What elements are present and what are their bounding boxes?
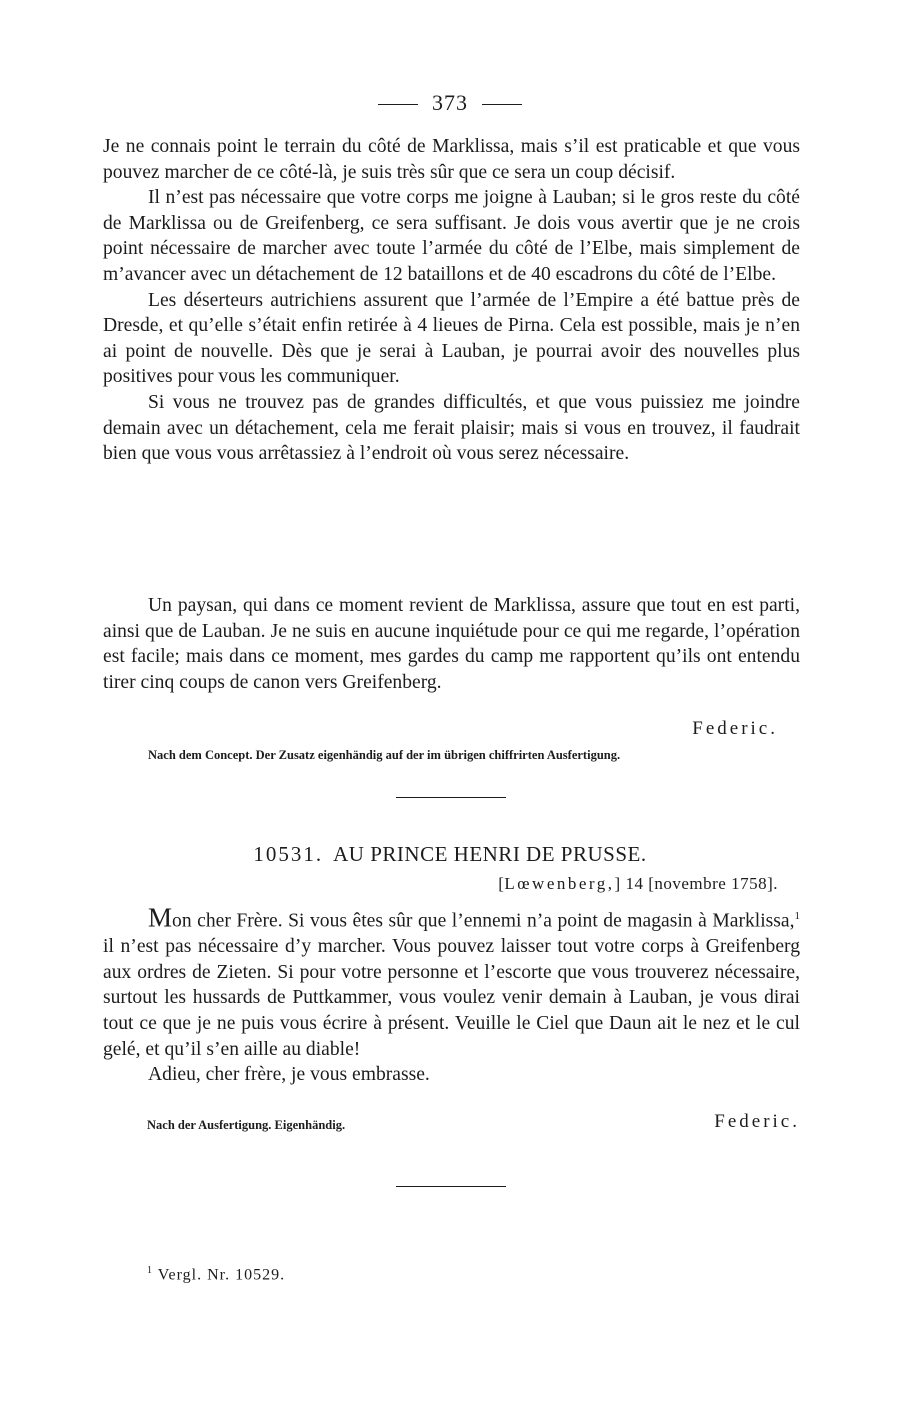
footnote-marker: 1 [147,1265,153,1276]
postscript-paragraph: Un paysan, qui dans ce moment revient de Marklissa, assure que tout en est parti, ainsi que de Lauban. Je ne suis en aucune inquiétude pour ce qui me regarde, l’opération est facile; mais dans ce moment, mes gardes du camp me rapportent qu’ils ont entendu tirer cinq coups de canon vers Greifenberg. [103,595,800,693]
footnote-reference: 1 [794,910,800,922]
footnote [147,1265,285,1284]
salutation-initial: M [148,902,173,933]
letter-closing: Adieu, cher frère, je vous embrasse. [148,1064,430,1086]
footnote-divider [396,1186,506,1187]
letter-number: 10531. [253,842,324,866]
page-number: 373 [432,90,468,115]
header-dash-right [482,104,522,105]
letter-title: AU PRINCE HENRI DE PRUSSE. [333,842,647,866]
continuation-paragraph-3: Les déserteurs autrichiens assurent que l’armée de l’Empire a été battue près de Dresde, et qu’elle s’était enfin retirée à 4 lieues de Pirna. Cela est possible, mais je n’en ai point de nouvelle. Dès que je serai à Lauban, je pourrai avoir des nouvelles plus positives pour vous les communiquer. [103,289,800,388]
postscript-block [103,593,800,695]
letter-place: Lœwenberg, [504,874,615,893]
letter-body [103,904,800,1088]
letter-date: ] 14 [novembre 1758]. [614,874,778,893]
letter-source-note: Nach der Ausfertigung. Eigenhändig. [147,1118,346,1132]
section-divider [396,797,506,798]
continuation-signature-block [103,718,800,740]
letter-paragraph-1 [103,904,800,1062]
header-dash-left [378,104,418,105]
continuation-paragraph-1: Je ne connais point le terrain du côté de Marklissa, mais s’il est praticable et que vous pouvez marcher de ce côté-là, je suis très sûr que ce sera un coup décisif. [103,136,800,183]
letter-dateline [498,874,778,894]
continuation-signature: Federic. [692,718,778,739]
letter-paragraph-1-text: on cher Frère. Si vous êtes sûr que l’ennemi n’a point de magasin à Marklissa, [172,910,795,932]
continuation-source-block [148,748,808,763]
footnote-text: Vergl. Nr. 10529. [157,1266,286,1284]
letter-signature: Federic. [714,1111,800,1132]
date-bracket-open: [ [498,874,505,893]
letter-signature-block [676,1111,800,1133]
letter-paragraph-1-rest: il n’est pas nécessaire d’y marcher. Vous pouvez laisser tout votre corps à Greifenberg aux ordres de Zieten. Si pour votre personne et l’escorte que vous trouverez nécessaire, surtout les hussards de Puttkammer, vous voulez venir demain à Lauban, je vous dirai tout ce que je ne puis vous écrire à présent. Veuille le Ciel que Daun ait le nez et le cul gelé, et qu’il s’en aille au diable! [103,936,800,1060]
letter-source-block [147,1118,547,1133]
letter-heading [0,842,900,867]
continuation-paragraph-2: Il n’est pas nécessaire que votre corps me joigne à Lauban; si le gros reste du côté de Marklissa ou de Greifenberg, ce sera suffisant. Je dois vous avertir que je ne crois point nécessaire de marcher avec toute l’armée du côté de l’Elbe, mais simplement de m’avancer avec un détachement de 12 bataillons et de 40 escadrons du côté de l’Elbe. [103,187,800,285]
page-number-header [0,90,900,116]
continuation-body [103,134,800,467]
continuation-source-note: Nach dem Concept. Der Zusatz eigenhändig auf der im übrigen chiffrirten Ausfertigung. [148,748,621,762]
continuation-paragraph-4: Si vous ne trouvez pas de grandes difficultés, et que vous puissiez me joindre demain avec un détachement, cela me ferait plaisir; mais si vous en trouvez, il faudrait bien que vous vous arrêtassiez à l’endroit où vous serez nécessaire. [103,391,800,465]
